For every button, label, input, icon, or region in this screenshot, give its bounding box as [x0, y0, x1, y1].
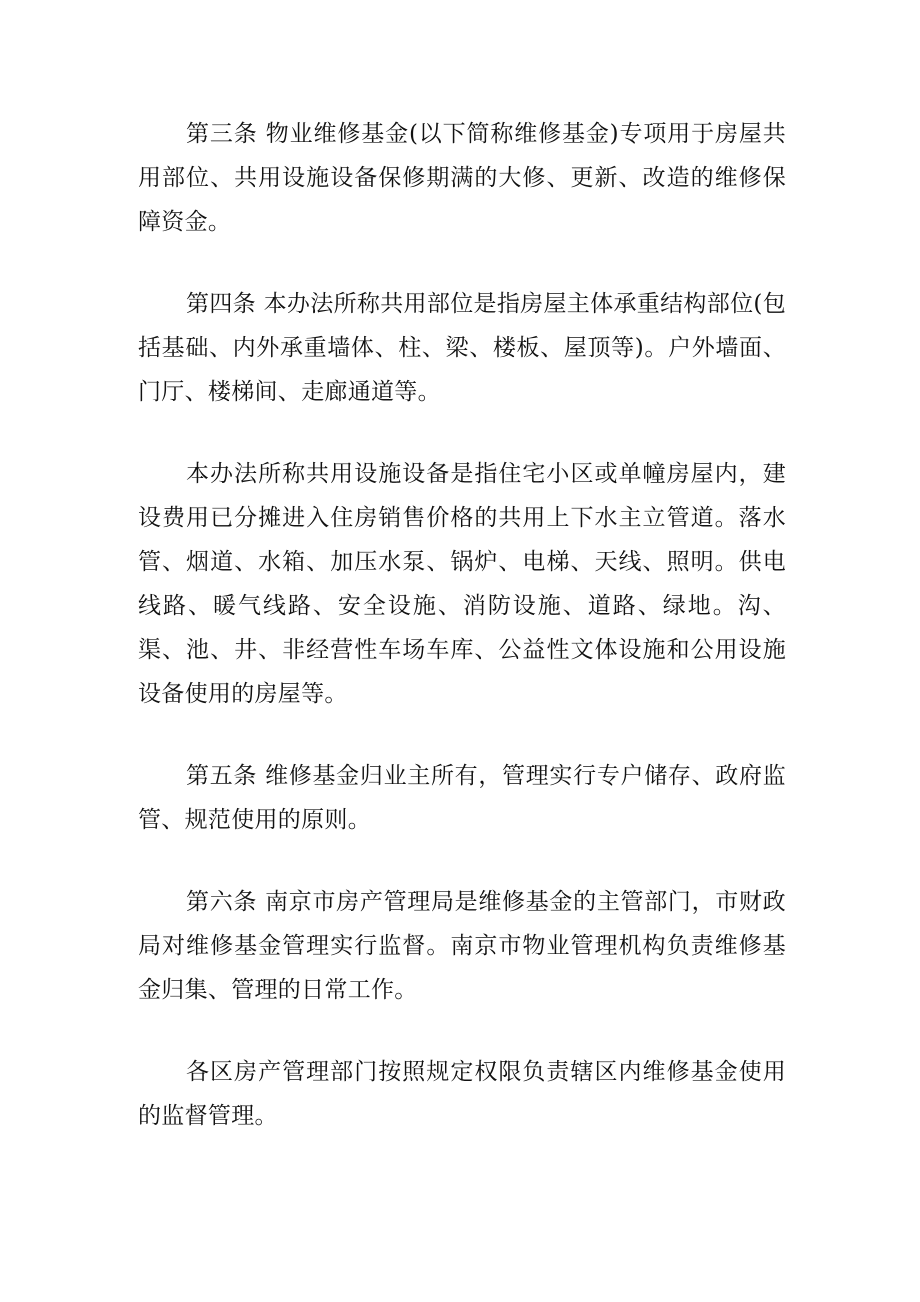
paragraph-article-4: 第四条 本办法所称共用部位是指房屋主体承重结构部位(包括基础、内外承重墙体、柱、梁、楼板、屋顶等)。户外墙面、门厅、楼梯间、走廊通道等。	[138, 291, 786, 405]
document-page	[138, 112, 786, 1176]
paragraph-article-6: 第六条 南京市房产管理局是维修基金的主管部门，市财政局对维修基金管理实行监督。南京市物业管理机构负责维修基金归集、管理的日常工作。	[138, 889, 786, 1003]
paragraph-article-5: 第五条 维修基金归业主所有，管理实行专户储存、政府监管、规范使用的原则。	[138, 763, 786, 833]
paragraph-article-3: 第三条 物业维修基金(以下简称维修基金)专项用于房屋共用部位、共用设施设备保修期满的大修、更新、改造的维修保障资金。	[138, 121, 786, 235]
paragraph-district-supervision: 各区房产管理部门按照规定权限负责辖区内维修基金使用的监督管理。	[138, 1059, 786, 1129]
paragraph-shared-facilities: 本办法所称共用设施设备是指住宅小区或单幢房屋内，建设费用已分摊进入住房销售价格的共用上下水主立管道。落水管、烟道、水箱、加压水泵、锅炉、电梯、天线、照明。供电线路、暖气线路、安全设施、消防设施、道路、绿地。沟、渠、池、井、非经营性车场车库、公益性文体设施和公用设施设备使用的房屋等。	[138, 461, 786, 707]
